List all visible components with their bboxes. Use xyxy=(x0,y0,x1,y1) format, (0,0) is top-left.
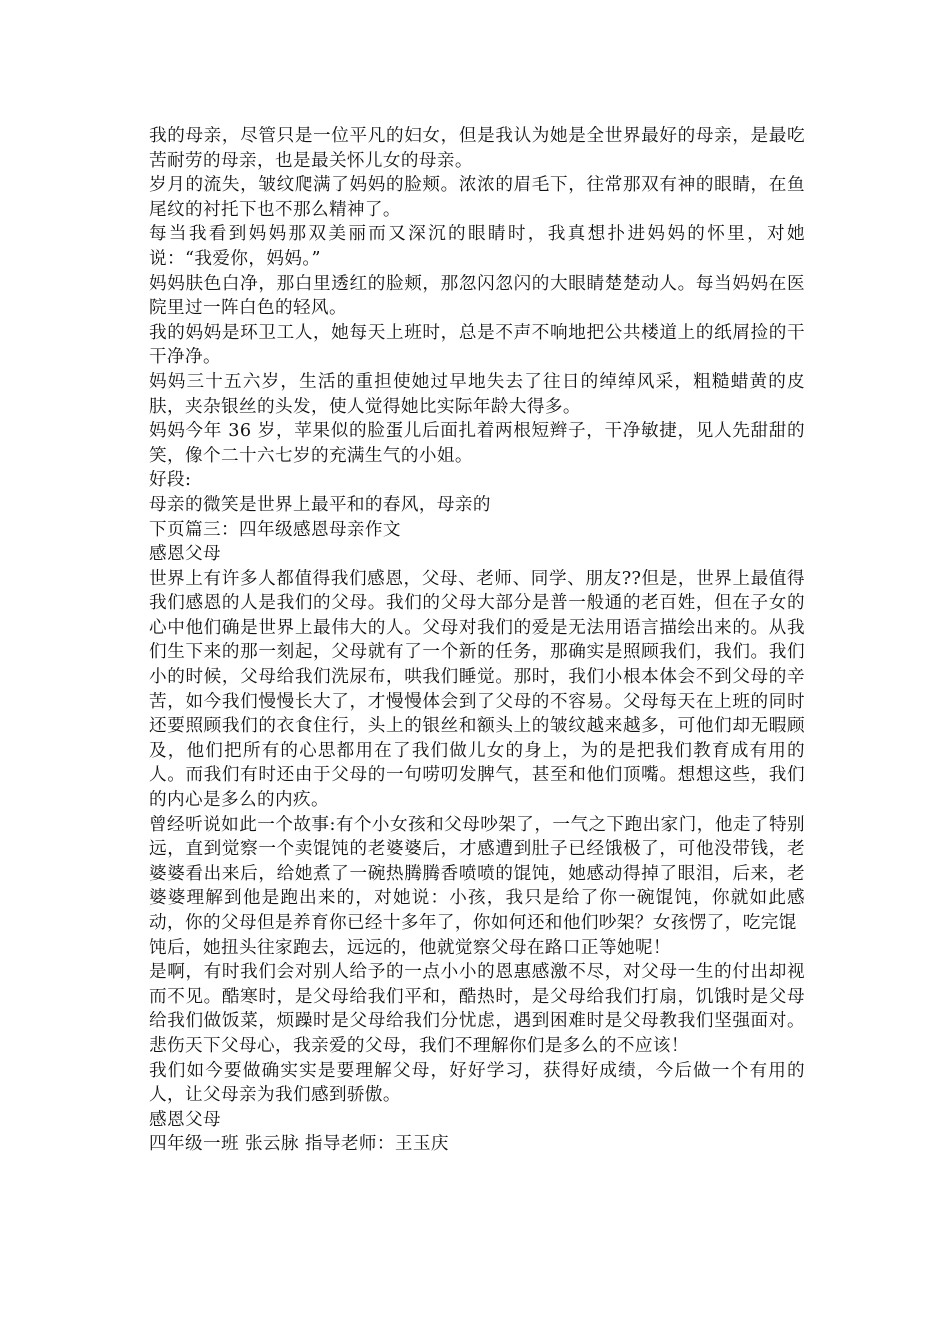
paragraph-5: 我的妈妈是环卫工人，她每天上班时，总是不声不响地把公共楼道上的纸屑捡的干干净净。 xyxy=(149,322,805,368)
paragraph-1: 我的母亲，尽管只是一位平凡的妇女，但是我认为她是全世界最好的母亲，是最吃苦耐劳的母亲，也是最关怀儿女的母亲。 xyxy=(149,126,805,171)
paragraph-11: 饨后，她扭头往家跑去，远远的，他就觉察父母在路口正等她呢！ xyxy=(149,937,671,958)
paragraph-9: 世界上有许多人都值得我们感恩，父母、老师、同学、朋友??但是，世界上最值得我们感恩的人是我们的父母。我们的父母大部分是普一般通的老百姓，但在子女的心中他们确是世界上最伟大的人。父母对我们的爱是无法用语言描绘出来的。从我们生下来的那一刻起，父母就有了一个新的任务，那确实是照顾我们，我们。我们小的时候，父母给我们洗尿布，哄我们睡觉。那时，我们小根本体会不到父母的辛苦，如今我们慢慢长大了，才慢慢体会到了父母的不容易。父母每天在上班的同时还要照顾我们的衣食住行，头上的银丝和额头上的皱纹越来越多，可他们却无暇顾及，他们把所有的心思都用在了我们做儿女的身上，为的是把我们教育成有用的人。而我们有时还由于父母的一句唠叨发脾气，甚至和他们顶嘴。想想这些，我们的内心是多么的内疚。 xyxy=(149,568,805,811)
essay-title-repeat: 感恩父母 xyxy=(149,1109,221,1130)
paragraph-10: 曾经听说如此一个故事:有个小女孩和父母吵架了，一气之下跑出家门，他走了特别远，直到觉察一个卖馄饨的老婆婆后，才感遭到肚子已经饿极了，可他没带钱，老婆婆看出来后，给她煮了一碗热腾腾香喷喷的馄饨，她感动得掉了眼泪，后来，老婆婆理解到他是跑出来的，对她说：小孩，我只是给了你一碗馄饨，你就如此感动，你的父母但是养育你已经十多年了，你如何还和他们吵架？女孩愣了，吃完馄 xyxy=(149,814,805,933)
paragraph-8: 母亲的微笑是世界上最平和的春风，母亲的 xyxy=(149,494,491,515)
next-page-heading: 下页篇三：四年级感恩母亲作文 xyxy=(149,519,401,540)
paragraph-2: 岁月的流失，皱纹爬满了妈妈的脸颊。浓浓的眉毛下，往常那双有神的眼睛，在鱼尾纹的衬托下也不那么精神了。 xyxy=(149,175,805,220)
paragraph-12: 是啊，有时我们会对别人给予的一点小小的恩惠感激不尽，对父母一生的付出却视而不见。酷寒时，是父母给我们平和，酷热时，是父母给我们打扇，饥饿时是父母给我们做饭菜，烦躁时是父母给我们分忧虑，遇到困难时是父母教我们坚强面对。悲伤天下父母心，我亲爱的父母，我们不理解你们是多么的不应该！ xyxy=(149,962,805,1056)
section-label-good-passage: 好段: xyxy=(149,470,192,491)
paragraph-7: 妈妈今年 36 岁，苹果似的脸蛋儿后面扎着两根短辫子，干净敏捷，见人先甜甜的笑，像个二十六七岁的充满生气的小姐。 xyxy=(149,421,805,466)
author-line: 四年级一班 张云脉 指导老师：王玉庆 xyxy=(149,1134,449,1155)
paragraph-4: 妈妈肤色白净，那白里透红的脸颊，那忽闪忽闪的大眼睛楚楚动人。每当妈妈在医院里过一阵白色的轻风。 xyxy=(149,273,805,319)
essay-title: 感恩父母 xyxy=(149,544,221,565)
document-body xyxy=(149,124,805,1157)
paragraph-3: 每当我看到妈妈那双美丽而又深沉的眼睛时，我真想扑进妈妈的怀里，对她说：“我爱你，妈妈。” xyxy=(149,224,805,269)
paragraph-6: 妈妈三十五六岁，生活的重担使她过早地失去了往日的绰绰风采，粗糙蜡黄的皮肤，夹杂银丝的头发，使人觉得她比实际年龄大得多。 xyxy=(149,371,805,417)
paragraph-13: 我们如今要做确实实是要理解父母，好好学习，获得好成绩，今后做一个有用的人，让父母亲为我们感到骄傲。 xyxy=(149,1060,805,1106)
